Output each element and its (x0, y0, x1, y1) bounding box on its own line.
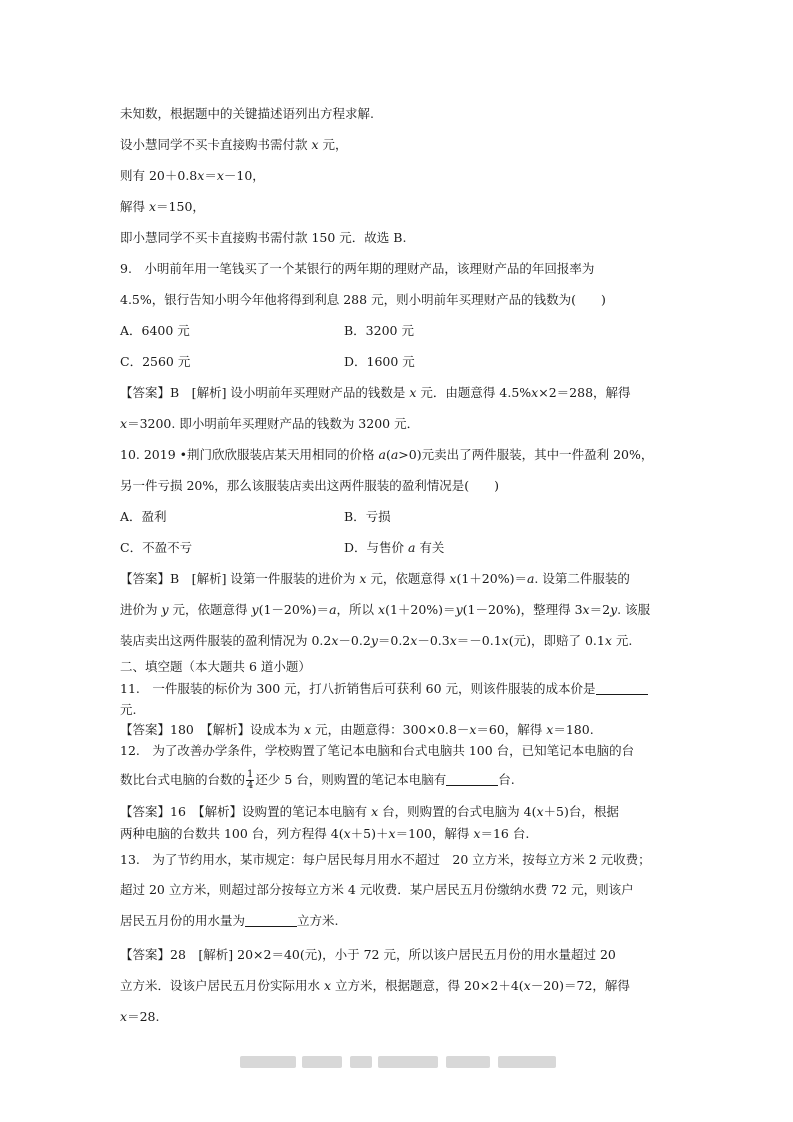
text: 【答案】180 【解析】设成本为 (120, 722, 305, 737)
text: ( (385, 447, 391, 462)
text: (1－20%)＝ (258, 602, 330, 617)
blur-block (446, 1056, 490, 1068)
question-13-line-2 (120, 880, 675, 900)
text: . 该服 (617, 602, 651, 617)
text-line (120, 228, 675, 248)
variable: x (501, 633, 509, 648)
text: 立方米．设该户居民五月份实际用水 (120, 978, 324, 993)
text: ＝2 (589, 602, 611, 617)
question-13-line-1 (120, 850, 675, 870)
text: 台. (498, 772, 515, 787)
text: ＝60，解得 (476, 722, 547, 737)
text: ＋5)＋ (350, 826, 389, 841)
variable: x (359, 571, 367, 586)
option-b (344, 507, 391, 527)
variable: x (311, 137, 319, 152)
variable: x (449, 571, 457, 586)
blur-block (350, 1056, 372, 1068)
text: ，所以 (336, 602, 378, 617)
question-11-line-1 (120, 679, 675, 699)
variable: x (331, 633, 339, 648)
variable: y (251, 602, 259, 617)
option-c (120, 538, 192, 558)
text: (1＋20%)＝ (385, 602, 456, 617)
text: 12. 为了改善办学条件，学校购置了笔记本电脑和台式电脑共 100 台，已知笔记本电脑的台 (120, 743, 635, 758)
text: D．1600 元 (344, 354, 415, 369)
variable: a (329, 602, 337, 617)
variable: y (455, 602, 463, 617)
variable: a (390, 447, 399, 462)
text: ＝150， (156, 199, 205, 214)
variable: x (343, 826, 351, 841)
text: 解得 (120, 199, 149, 214)
option-b (344, 321, 414, 341)
text: 元，依题意得 (366, 571, 450, 586)
option-c (120, 352, 190, 372)
blur-block (498, 1056, 556, 1068)
option-a (120, 507, 167, 527)
text: 居民五月份的用水量为 (120, 913, 246, 928)
answer-10-line-2 (120, 600, 675, 620)
text: 立方米. (297, 913, 339, 928)
variable: x (197, 168, 205, 183)
answer-13-line-1 (120, 945, 675, 965)
variable: x (409, 385, 417, 400)
variable: x (378, 602, 386, 617)
fraction-denominator: 4 (247, 780, 254, 791)
text: 10. 2019 •荆门欣欣服装店某天用相同的价格 (120, 447, 379, 462)
text: 4.5%，银行告知小明今年他将得到利息 288 元，则小明前年买理财产品的钱数为( ) (120, 292, 606, 307)
variable: x (469, 722, 477, 737)
question-9-line-1 (120, 259, 675, 279)
text: 【答案】B [解析] 设第一件服装的进价为 (120, 571, 360, 586)
text: 13. 为了节约用水，某市规定：每户居民每月用水不超过 20 立方米，按每立方米 2 元收费； (120, 852, 651, 867)
text: (1－20%)，整理得 3 (462, 602, 583, 617)
text: 装店卖出这两件服装的盈利情况为 0.2 (120, 633, 332, 648)
text: B．3200 元 (344, 323, 414, 338)
text: 立方米，根据题意，得 20×2＋4( (331, 978, 524, 993)
blur-block (302, 1056, 342, 1068)
variable: x (523, 978, 531, 993)
text: D．与售价 (344, 540, 408, 555)
blur-block (240, 1056, 296, 1068)
variable: y (610, 602, 618, 617)
variable: y (370, 633, 378, 648)
answer-9-line-1 (120, 383, 675, 403)
text: 台，则购置的台式电脑为 4( (378, 804, 537, 819)
variable: x (604, 633, 612, 648)
variable: x (371, 804, 379, 819)
variable: x (473, 826, 481, 841)
text: ＝100，解得 (395, 826, 474, 841)
answer-12-line-1 (120, 802, 675, 822)
question-10-line-1 (120, 445, 675, 465)
text: B．亏损 (344, 509, 391, 524)
variable: x (388, 826, 396, 841)
variable: x (304, 722, 312, 737)
text: A．盈利 (120, 509, 167, 524)
text: 元. (611, 633, 633, 648)
variable: x (531, 385, 539, 400)
variable: x (410, 633, 418, 648)
answer-12-line-2 (120, 824, 675, 844)
question-11-line-2 (120, 700, 675, 720)
option-d (344, 352, 415, 372)
text: (1＋20%)＝ (456, 571, 527, 586)
variable: x (148, 199, 157, 214)
text: >0)元卖出了两件服装，其中一件盈利 20%， (398, 447, 654, 462)
text: 即小慧同学不买卡直接购书需付款 150 元．故选 B. (120, 230, 407, 245)
option-a (120, 321, 190, 341)
text: －0.2 (338, 633, 371, 648)
answer-10-line-1 (120, 569, 675, 589)
variable: x (546, 722, 554, 737)
text: ＝16 台. (480, 826, 530, 841)
answer-blank (446, 771, 498, 786)
variable: x (120, 1009, 128, 1024)
text: 未知数，根据题中的关键描述语列出方程求解. (120, 106, 374, 121)
text: 两种电脑的台数共 100 台，列方程得 4( (120, 826, 344, 841)
section-heading (120, 657, 675, 677)
text: ＝0.2 (377, 633, 411, 648)
text: 元，由题意得：300×0.8－ (311, 722, 470, 737)
text: 二、填空题（本大题共 6 道小题） (120, 659, 311, 674)
text: 则有 20＋0.8 (120, 168, 198, 183)
text: －10， (223, 168, 265, 183)
variable: x (323, 978, 332, 993)
text: 还少 5 台，则购置的笔记本电脑有 (255, 772, 447, 787)
text: 超过 20 立方米，则超过部分按每立方米 4 元收费．某户居民五月份缴纳水费 72 元，则该户 (120, 882, 634, 897)
text: ＝3200. 即小明前年买理财产品的钱数为 3200 元． (127, 416, 420, 431)
variable: a (526, 571, 535, 586)
text: 进价为 (120, 602, 162, 617)
text: 另一件亏损 20%，那么该服装店卖出这两件服装的盈利情况是( ) (120, 478, 500, 493)
question-12-line-2 (120, 770, 675, 791)
text: ＝180. (553, 722, 594, 737)
variable: a (408, 540, 416, 555)
text-line (120, 104, 675, 124)
answer-13-line-2 (120, 976, 675, 996)
answer-blank (245, 912, 297, 927)
equation-line (120, 166, 675, 186)
answer-9-line-2 (120, 414, 675, 434)
text: 9. 小明前年用一笔钱买了一个某银行的两年期的理财产品，该理财产品的年回报率为 (120, 261, 595, 276)
question-10-line-2 (120, 476, 675, 496)
variable: x (449, 633, 457, 648)
option-d (344, 538, 444, 558)
answer-blank (596, 680, 648, 695)
text: ＝－0.1 (456, 633, 502, 648)
text: 元．由题意得 4.5% (416, 385, 532, 400)
text: C．不盈不亏 (120, 540, 193, 555)
text: ×2＝288，解得 (538, 385, 631, 400)
question-13-line-3 (120, 911, 675, 931)
text: 【答案】B [解析] 设小明前年买理财产品的钱数是 (120, 385, 410, 400)
variable: x (582, 602, 590, 617)
answer-11-line (120, 720, 675, 740)
text: . 设第二件服装的 (534, 571, 630, 586)
variable: y (161, 602, 169, 617)
question-12-line-1 (120, 741, 675, 761)
text: C．2560 元 (120, 354, 191, 369)
text: (元)，即赔了 0.1 (508, 633, 605, 648)
text: ＋5)台，根据 (543, 804, 619, 819)
text: －0.3 (417, 633, 450, 648)
text: 元. (120, 702, 137, 717)
blur-block (378, 1056, 438, 1068)
fraction-numerator: 1 (247, 769, 254, 780)
text: 数比台式电脑的台数的 (120, 772, 246, 787)
blurred-footer-watermark (240, 1056, 556, 1068)
text: ＝28. (127, 1009, 160, 1024)
text: A．6400 元 (120, 323, 190, 338)
text: 元，依题意得 (168, 602, 252, 617)
text: 有关 (415, 540, 445, 555)
answer-13-line-3 (120, 1007, 675, 1027)
text: 元， (318, 137, 348, 152)
variable: x (536, 804, 544, 819)
text: 设小慧同学不买卡直接购书需付款 (120, 137, 312, 152)
text: ＝ (204, 168, 217, 183)
variable: a (378, 447, 386, 462)
answer-10-line-3 (120, 631, 675, 651)
text-line (120, 135, 675, 155)
fraction (246, 770, 254, 791)
text: 【答案】28 [解析] 20×2＝40(元)，小于 72 元，所以该户居民五月份的用水量超过 20 (120, 947, 616, 962)
question-9-line-2 (120, 290, 675, 310)
text: 【答案】16 【解析】设购置的笔记本电脑有 (120, 804, 372, 819)
text: －20)＝72，解得 (530, 978, 630, 993)
variable: x (120, 416, 128, 431)
text-line (120, 197, 675, 217)
text: 11. 一件服装的标价为 300 元，打八折销售后可获利 60 元，则该件服装的成本价是 (120, 681, 596, 696)
variable: x (216, 168, 224, 183)
